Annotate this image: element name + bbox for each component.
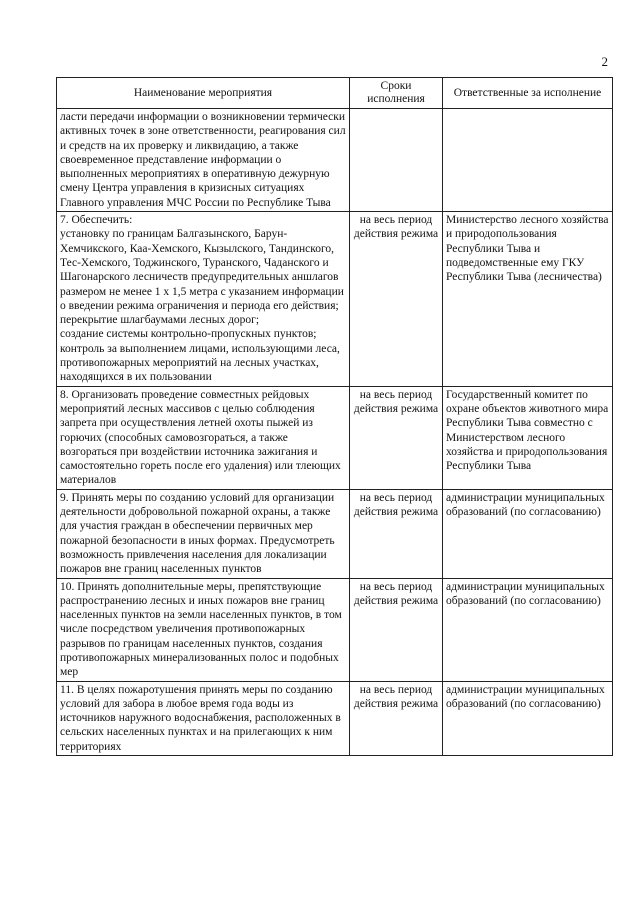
measure-name-cell [57, 386, 350, 489]
measures-table [56, 77, 613, 756]
table-row [57, 681, 613, 755]
measure-name-cell [57, 489, 350, 578]
table-row [57, 212, 613, 387]
responsible-cell: Министерство лесного хозяйства и природопользования Республики Тыва и подведомственные ему ГКУ Республики Тыва (лесничества) [443, 212, 613, 387]
measure-name-cell [57, 212, 350, 387]
responsible-cell: Государственный комитет по охране объектов животного мира Республики Тыва совместно с Министерством лесного хозяйства и природопользования Республики Тыва [443, 386, 613, 489]
measure-text: контроль за выполнением лицами, использующими леса, противопожарных мероприятий на лесных участках, находящихся в их пользовании [60, 342, 340, 384]
measure-name-cell [57, 681, 350, 755]
header-term: Сроки исполнения [350, 78, 443, 109]
measure-text: установку по границам Балгазынского, Барун-Хемчикского, Каа-Хемского, Кызылского, Тандинского, Тес-Хемского, Тоджинского, Туранского, Чаданского и Шагонарского лесничеств предупредительных аншлагов размером не менее 1 х 1,5 метра с указанием информации о введении режима ограничения и периода его действия; [60, 228, 344, 312]
measure-text: создание системы контрольно-пропускных пунктов; [60, 328, 317, 341]
measure-name-cell [57, 109, 350, 212]
measure-text: 11. В целях пожаротушения принять меры по созданию условий для забора в любое время года воды из источников наружного водоснабжения, расположенных в сельских населенных пунктах и на прилегающих к ним территориях [60, 683, 341, 753]
responsible-cell: администрации муниципальных образований (по согласованию) [443, 489, 613, 578]
term-cell [350, 109, 443, 212]
table-row [57, 386, 613, 489]
term-cell: на весь период действия режима [350, 578, 443, 681]
header-responsible: Ответственные за исполнение [443, 78, 613, 109]
measure-name-cell [57, 578, 350, 681]
measure-text: 10. Принять дополнительные меры, препятствующие распространению лесных и иных пожаров вне границ населенных пунктов на земли населенных пунктов, в том числе посредством увеличения противопожарных разрывов по границам населенных пунктов, создания противопожарных минерализованных полос и подобных мер [60, 580, 342, 679]
responsible-cell [443, 109, 613, 212]
measure-text: 7. Обеспечить: [60, 214, 133, 227]
measure-text: перекрытие шлагбаумами лесных дорог; [60, 314, 260, 327]
table-row [57, 578, 613, 681]
measure-text: 9. Принять меры по созданию условий для организации деятельности добровольной пожарной охраны, а также для участия граждан в обеспечении первичных мер пожарной безопасности в иных формах. Предусмотреть возможность привлечения населения для локализации пожаров вне границ населенных пунктов [60, 491, 335, 576]
measure-text: ласти передачи информации о возникновении термически активных точек в зоне ответственности, реагирования сил и средств на их проверку и ликвидацию, а также своевременное представление информации о выполненных мероприятиях в оперативную дежурную смену Центра управления в кризисных ситуациях Главного управления МЧС России по Республике Тыва [60, 111, 346, 209]
table-row [57, 109, 613, 212]
measure-text: 8. Организовать проведение совместных рейдовых мероприятий лесных массивов с целью соблюдения запрета при осуществления летней охоты пыжей из горючих (способных самовозгораться, а также возгораться при воздействии источника зажигания и самостоятельно гореть после его удаления) или тлеющих материалов [60, 388, 341, 487]
table-header-row [57, 78, 613, 109]
responsible-cell: администрации муниципальных образований (по согласованию) [443, 681, 613, 755]
term-cell: на весь период действия режима [350, 212, 443, 387]
responsible-cell: администрации муниципальных образований (по согласованию) [443, 578, 613, 681]
term-cell: на весь период действия режима [350, 681, 443, 755]
header-name: Наименование мероприятия [57, 78, 350, 109]
term-cell: на весь период действия режима [350, 386, 443, 489]
table-row [57, 489, 613, 578]
term-cell: на весь период действия режима [350, 489, 443, 578]
page-number: 2 [601, 54, 608, 69]
